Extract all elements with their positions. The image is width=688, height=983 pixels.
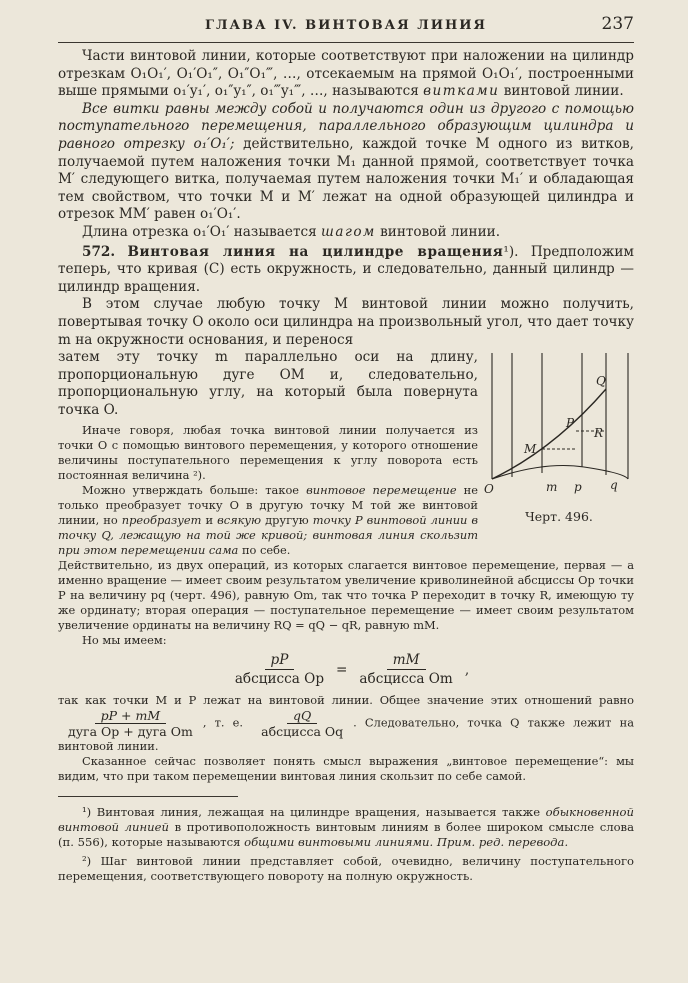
figure-496-drawing bbox=[484, 349, 634, 499]
paragraph-text: так как точки M и P лежат на винтовой линии. Общее значение этих отношений равно bbox=[58, 693, 634, 708]
fraction-numerator: qQ bbox=[287, 708, 317, 724]
emphasis-text: всякую bbox=[217, 513, 262, 528]
footnote-mark: ²) bbox=[82, 854, 92, 869]
emphasis-text: общими винтовыми линиями. bbox=[244, 835, 434, 850]
label-Q: Q bbox=[596, 374, 606, 389]
paragraph-text: винтовой линии. bbox=[380, 223, 501, 240]
label-M: M bbox=[524, 442, 537, 457]
fraction-numerator: pP bbox=[265, 652, 295, 670]
fraction-numerator: pP + mM bbox=[95, 708, 167, 724]
footnotes bbox=[58, 805, 634, 884]
emphasis-text: обыкновенной винтовой линией bbox=[58, 805, 635, 835]
theorem-text: Все витки равны между собой и получаются один из другого с помощью поступательного перемещения, параллельного образующим цилиндра и равного отрезку o₁′O₁′; bbox=[58, 100, 634, 152]
formula-ratio bbox=[58, 652, 634, 687]
term-pitch: шагом bbox=[320, 223, 376, 240]
footnote-text: Шаг винтовой линии представляет собой, очевидно, величину поступательного перемещения, соответствующего повороту на полную окружность. bbox=[58, 854, 634, 884]
page-body bbox=[58, 48, 634, 884]
paragraph-meaning: Сказанное сейчас позволяет понять смысл выражения „винтовое перемещение“: мы видим, что при таком перемещении винтовая линия скользит по себе самой. bbox=[58, 754, 634, 784]
paragraph-rotation-cont: затем эту точку m параллельно оси на длину, пропорциональную дуге OM и, следовательно, пропорциональную углу, на который была повернута точка O. bbox=[58, 349, 478, 418]
paragraph-rotation bbox=[58, 296, 634, 349]
figure-caption: Черт. 496. bbox=[525, 509, 593, 525]
fraction-denominator: абсцисса Om bbox=[359, 671, 453, 688]
label-q: q bbox=[610, 478, 618, 493]
label-O: O bbox=[484, 482, 494, 497]
paragraph-text: . Следовательно, точка Q также лежит на винтовой линии. bbox=[58, 715, 634, 754]
term-turns: витками bbox=[423, 83, 500, 100]
emphasis-text: преобразует bbox=[121, 513, 202, 528]
paragraph-text: и bbox=[205, 513, 214, 528]
paragraph-text: не только преобразует точку O в другую точку M той же винтовой линии, но bbox=[58, 483, 478, 528]
paragraph-text: действительно, каждой точке M одного из витков, получаемой путем наложения точки M₁ данной прямой, соответствует точка M′ следующего витка, получаемая путем наложения точки M₁′ и обладающая тем свойством, что точки M и M′ лежат на одной образующей цилиндра и отрезок MM′ равен o₁′O₁′. bbox=[58, 135, 634, 223]
paragraph-turns-equal bbox=[58, 101, 634, 224]
paragraph-text: другую bbox=[265, 513, 309, 528]
figure-496 bbox=[484, 349, 634, 524]
emphasis-text: винтовое перемещение bbox=[306, 483, 457, 498]
fraction bbox=[353, 652, 458, 687]
paragraph-text: ¹). Предположим теперь, что кривая (C) есть окружность, и следовательно, данный цилиндр — цилиндр вращения. bbox=[58, 243, 634, 295]
formula-punct: , bbox=[464, 661, 470, 678]
equals-sign: = bbox=[336, 661, 348, 678]
footnote-2 bbox=[58, 854, 634, 884]
label-R: R bbox=[594, 426, 604, 441]
fraction bbox=[229, 652, 330, 687]
editor-note: Прим. ред. перевода. bbox=[436, 835, 569, 850]
page-number: 237 bbox=[601, 14, 634, 34]
section-title: Винтовая линия на цилиндре вращения bbox=[127, 243, 504, 260]
figure-wrap-block bbox=[58, 349, 634, 558]
fraction-denominator: абсцисса Op bbox=[234, 671, 325, 688]
helix-curve bbox=[492, 389, 606, 479]
footnote-text: в противоположность винтовым линиям в более широком смысле слова (п. 556), которые называются bbox=[58, 820, 634, 850]
running-title: ГЛАВА IV. ВИНТОВАЯ ЛИНИЯ bbox=[204, 18, 488, 33]
inline-fraction bbox=[255, 708, 349, 739]
paragraph-proof: Действительно, из двух операций, из которых слагается винтовое перемещение, первая — а именно вращение — имеет своим результатом увеличение криволинейной абсциссы Op точки P на величину pq (черт. 496), равную Om, так что точка P переходит в точку R, имеющую ту же ординату; вторая операция — поступательное перемещение — имеет своим результатом увеличение ординаты на величину RQ = qQ − qR, равную mM. bbox=[58, 558, 634, 633]
paragraph-we-have: Но мы имеем: bbox=[82, 633, 167, 648]
fraction-denominator: дуга Op + дуга Om bbox=[68, 724, 193, 740]
paragraph-sliding bbox=[58, 483, 478, 558]
footnote-1 bbox=[58, 805, 634, 850]
section-number: 572. bbox=[82, 243, 116, 260]
paragraph-text: Части винтовой линии, которые соответствуют при наложении на цилиндр отрезкам O₁O₁′, O₁′O₁″, O₁″O₁‴, …, отсекаемым на прямой O₁O₁′, построенными выше прямыми o₁′y₁′, o₁″y₁″, o₁‴y₁‴, …, называются bbox=[58, 48, 634, 100]
emphasis-text: точку P винтовой линии в точку Q, лежащую на той же кривой; винтовая линия скользит при этом перемещении сама bbox=[58, 513, 479, 558]
paragraph-text: Длина отрезка o₁′O₁′ называется bbox=[82, 223, 317, 240]
paragraph-text: винтовой линии. bbox=[503, 83, 624, 100]
paragraph-text: Можно утверждать больше: такое bbox=[82, 483, 300, 498]
label-m: m bbox=[546, 480, 558, 495]
page-header bbox=[58, 14, 634, 43]
paragraph-text: В этом случае любую точку M винтовой линии можно получить, повертывая точку O около оси цилиндра на произвольный угол, что дает точку m на окружности основания, и перенося bbox=[58, 296, 634, 348]
label-p: p bbox=[574, 480, 582, 495]
label-P: P bbox=[566, 416, 575, 431]
inline-fraction bbox=[62, 708, 199, 739]
paragraph-text: , т. е. bbox=[202, 715, 243, 730]
paragraph-text: по себе. bbox=[241, 543, 291, 558]
paragraph-conclusion bbox=[58, 693, 634, 754]
footnote-rule bbox=[58, 796, 238, 797]
footnote-text: Винтовая линия, лежащая на цилиндре вращения, называется также bbox=[96, 805, 541, 820]
fraction-denominator: абсцисса Oq bbox=[261, 724, 344, 740]
fraction-numerator: mM bbox=[387, 652, 426, 670]
paragraph-turns bbox=[58, 48, 634, 101]
paragraph-screw-motion: Иначе говоря, любая точка винтовой линии получается из точки O с помощью винтового перемещения, у которого отношение величины поступательного перемещения к углу поворота есть постоянная величина ²). bbox=[58, 423, 478, 483]
paragraph-pitch bbox=[58, 224, 634, 242]
footnote-mark: ¹) bbox=[82, 805, 92, 820]
section-572 bbox=[58, 244, 634, 297]
